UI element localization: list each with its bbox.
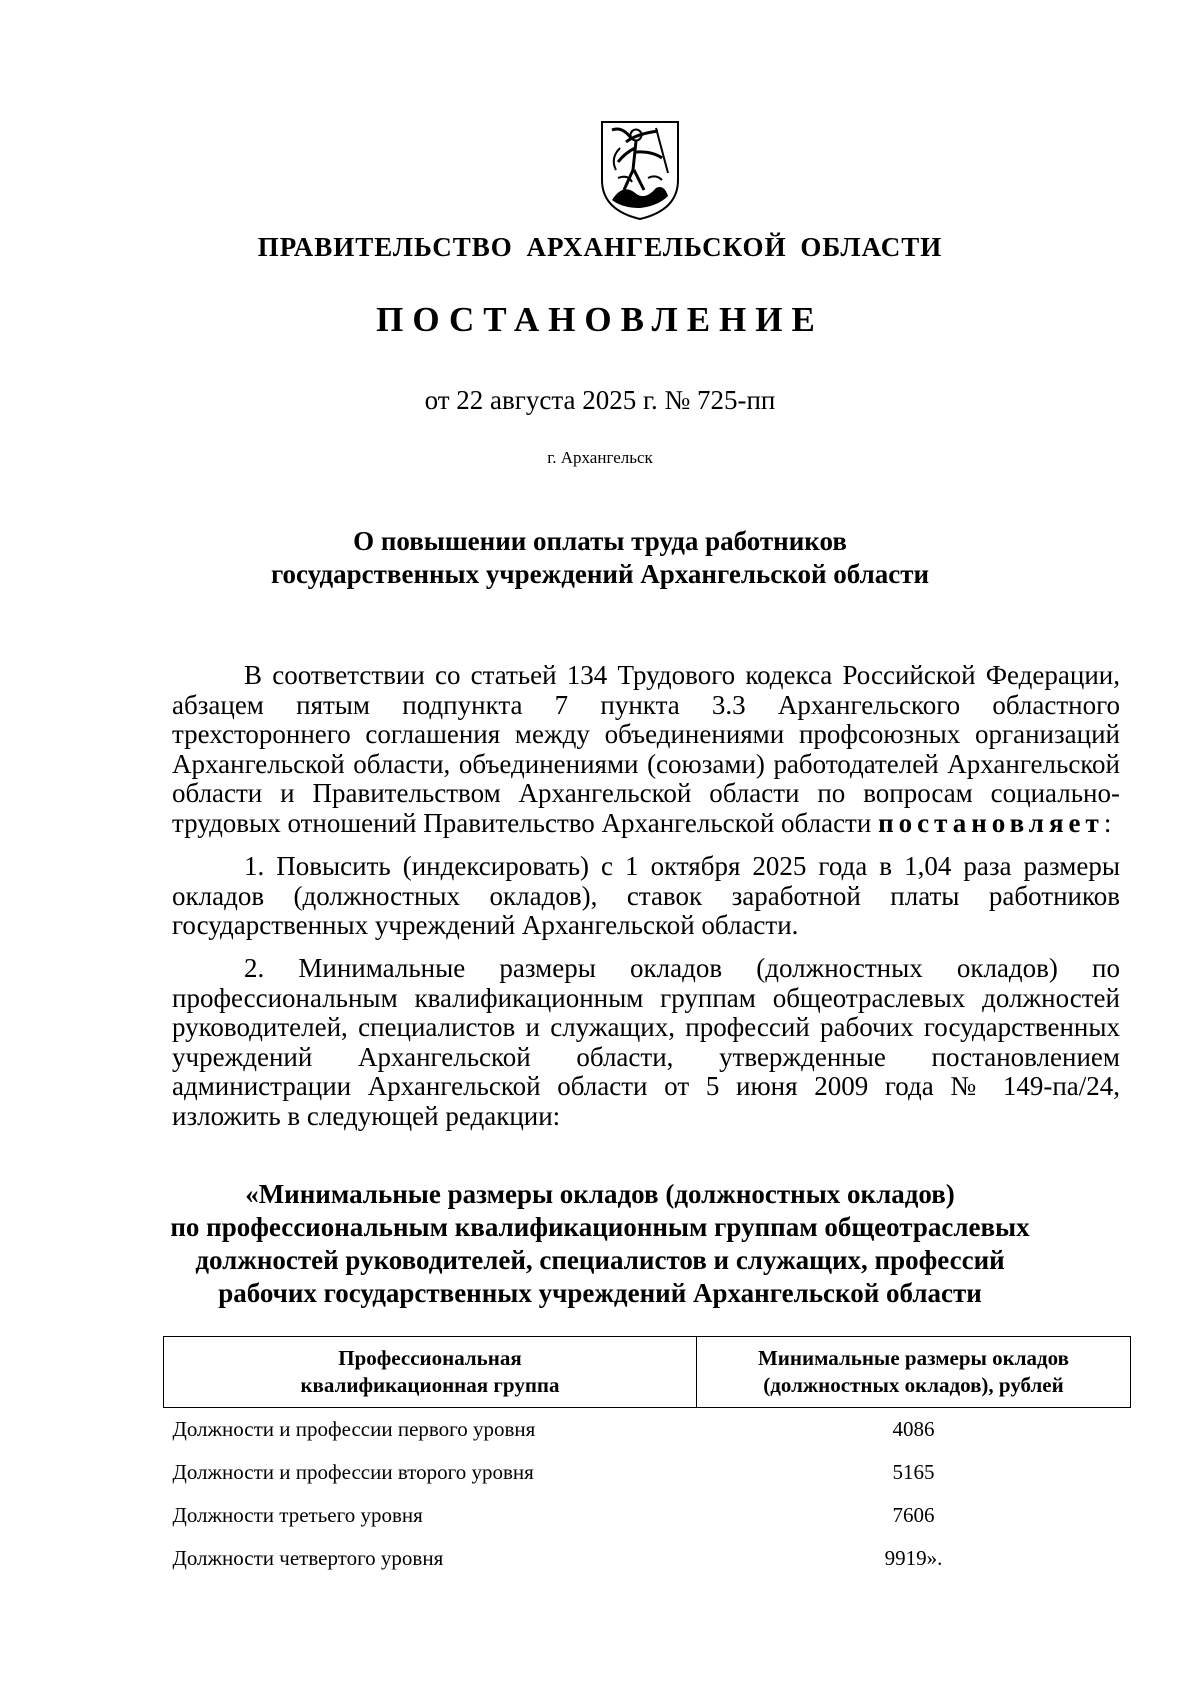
decree-word: постановляет [878,807,1104,838]
annex-title-line: «Минимальные размеры окладов (должностных окладов) [245,1179,955,1209]
table-row [164,1451,1131,1494]
annex-title-line: по профессиональным квалификационным группам общеотраслевых [170,1212,1030,1242]
salary-cell: 4086 [892,1417,935,1441]
column-header-salary [697,1337,1131,1408]
coat-of-arms-icon [598,118,682,222]
header-line: квалификационная группа [300,1373,560,1397]
title-line: О повышении оплаты труда работников [353,526,847,556]
document-city: г. Архангельск [547,448,653,467]
header-line: Профессиональная [338,1346,522,1370]
salary-cell: 7606 [892,1503,935,1527]
annex-title-line: должностей руководителей, специалистов и служащих, профессий [195,1245,1005,1275]
document-date-number: от 22 августа 2025 г. № 725-пп [424,385,776,415]
table-header-row [164,1337,1131,1408]
group-cell: Должности четвертого уровня [172,1546,444,1570]
title-line: государственных учреждений Архангельской области [270,559,930,589]
group-cell: Должности третьего уровня [172,1503,423,1527]
salary-cell: 9919». [884,1546,943,1570]
preamble-paragraph [172,661,1120,838]
column-header-group [164,1337,697,1408]
decree-item-1 [172,852,1120,941]
document-type: ПОСТАНОВЛЕНИЕ [376,300,824,339]
decree-colon: : [1103,807,1112,838]
salary-cell: 5165 [892,1460,935,1484]
group-cell: Должности и профессии первого уровня [172,1417,536,1441]
decree-item-2 [172,954,1120,1131]
table-row [164,1494,1131,1537]
table-row [164,1537,1131,1580]
table-row [164,1408,1131,1452]
header-line: (должностных окладов), рублей [763,1373,1064,1397]
preamble-text: В соответствии со статьей 134 Трудового кодекса Российской Федерации, абзацем пятым подпункта 7 пункта 3.3 Архангельского областного трехстороннего соглашения между объединениями профсоюзных организаций Архангельской области, объединениями (союзами) работодателей Архангельской области и Правительством Архангельской области по вопросам социально-трудовых отношений Правительство Архангельской области [172,660,1120,838]
item-text: 1. Повысить (индексировать) с 1 октября 2025 года в 1,04 раза размеры окладов (должностных окладов), ставок заработной платы работников государственных учреждений Архангельской области. [172,851,1120,940]
document-title [0,525,1200,591]
group-cell: Должности и профессии второго уровня [172,1460,534,1484]
header-line: Минимальные размеры окладов [757,1346,1069,1370]
item-text: 2. Минимальные размеры окладов (должностных окладов) по профессиональным квалификационным группам общеотраслевых должностей руководителей, специалистов и служащих, профессий рабочих государственных учреждений Архангельской области, утвержденные постановлением администрации Архангельской области от 5 июня 2009 года № 149-па/24, изложить в следующей редакции: [172,953,1120,1131]
annex-title-line: рабочих государственных учреждений Архангельской области [218,1278,982,1308]
annex-title [0,1178,1200,1310]
organization-name: ПРАВИТЕЛЬСТВО АРХАНГЕЛЬСКОЙ ОБЛАСТИ [257,232,943,262]
salary-table [163,1336,1131,1580]
